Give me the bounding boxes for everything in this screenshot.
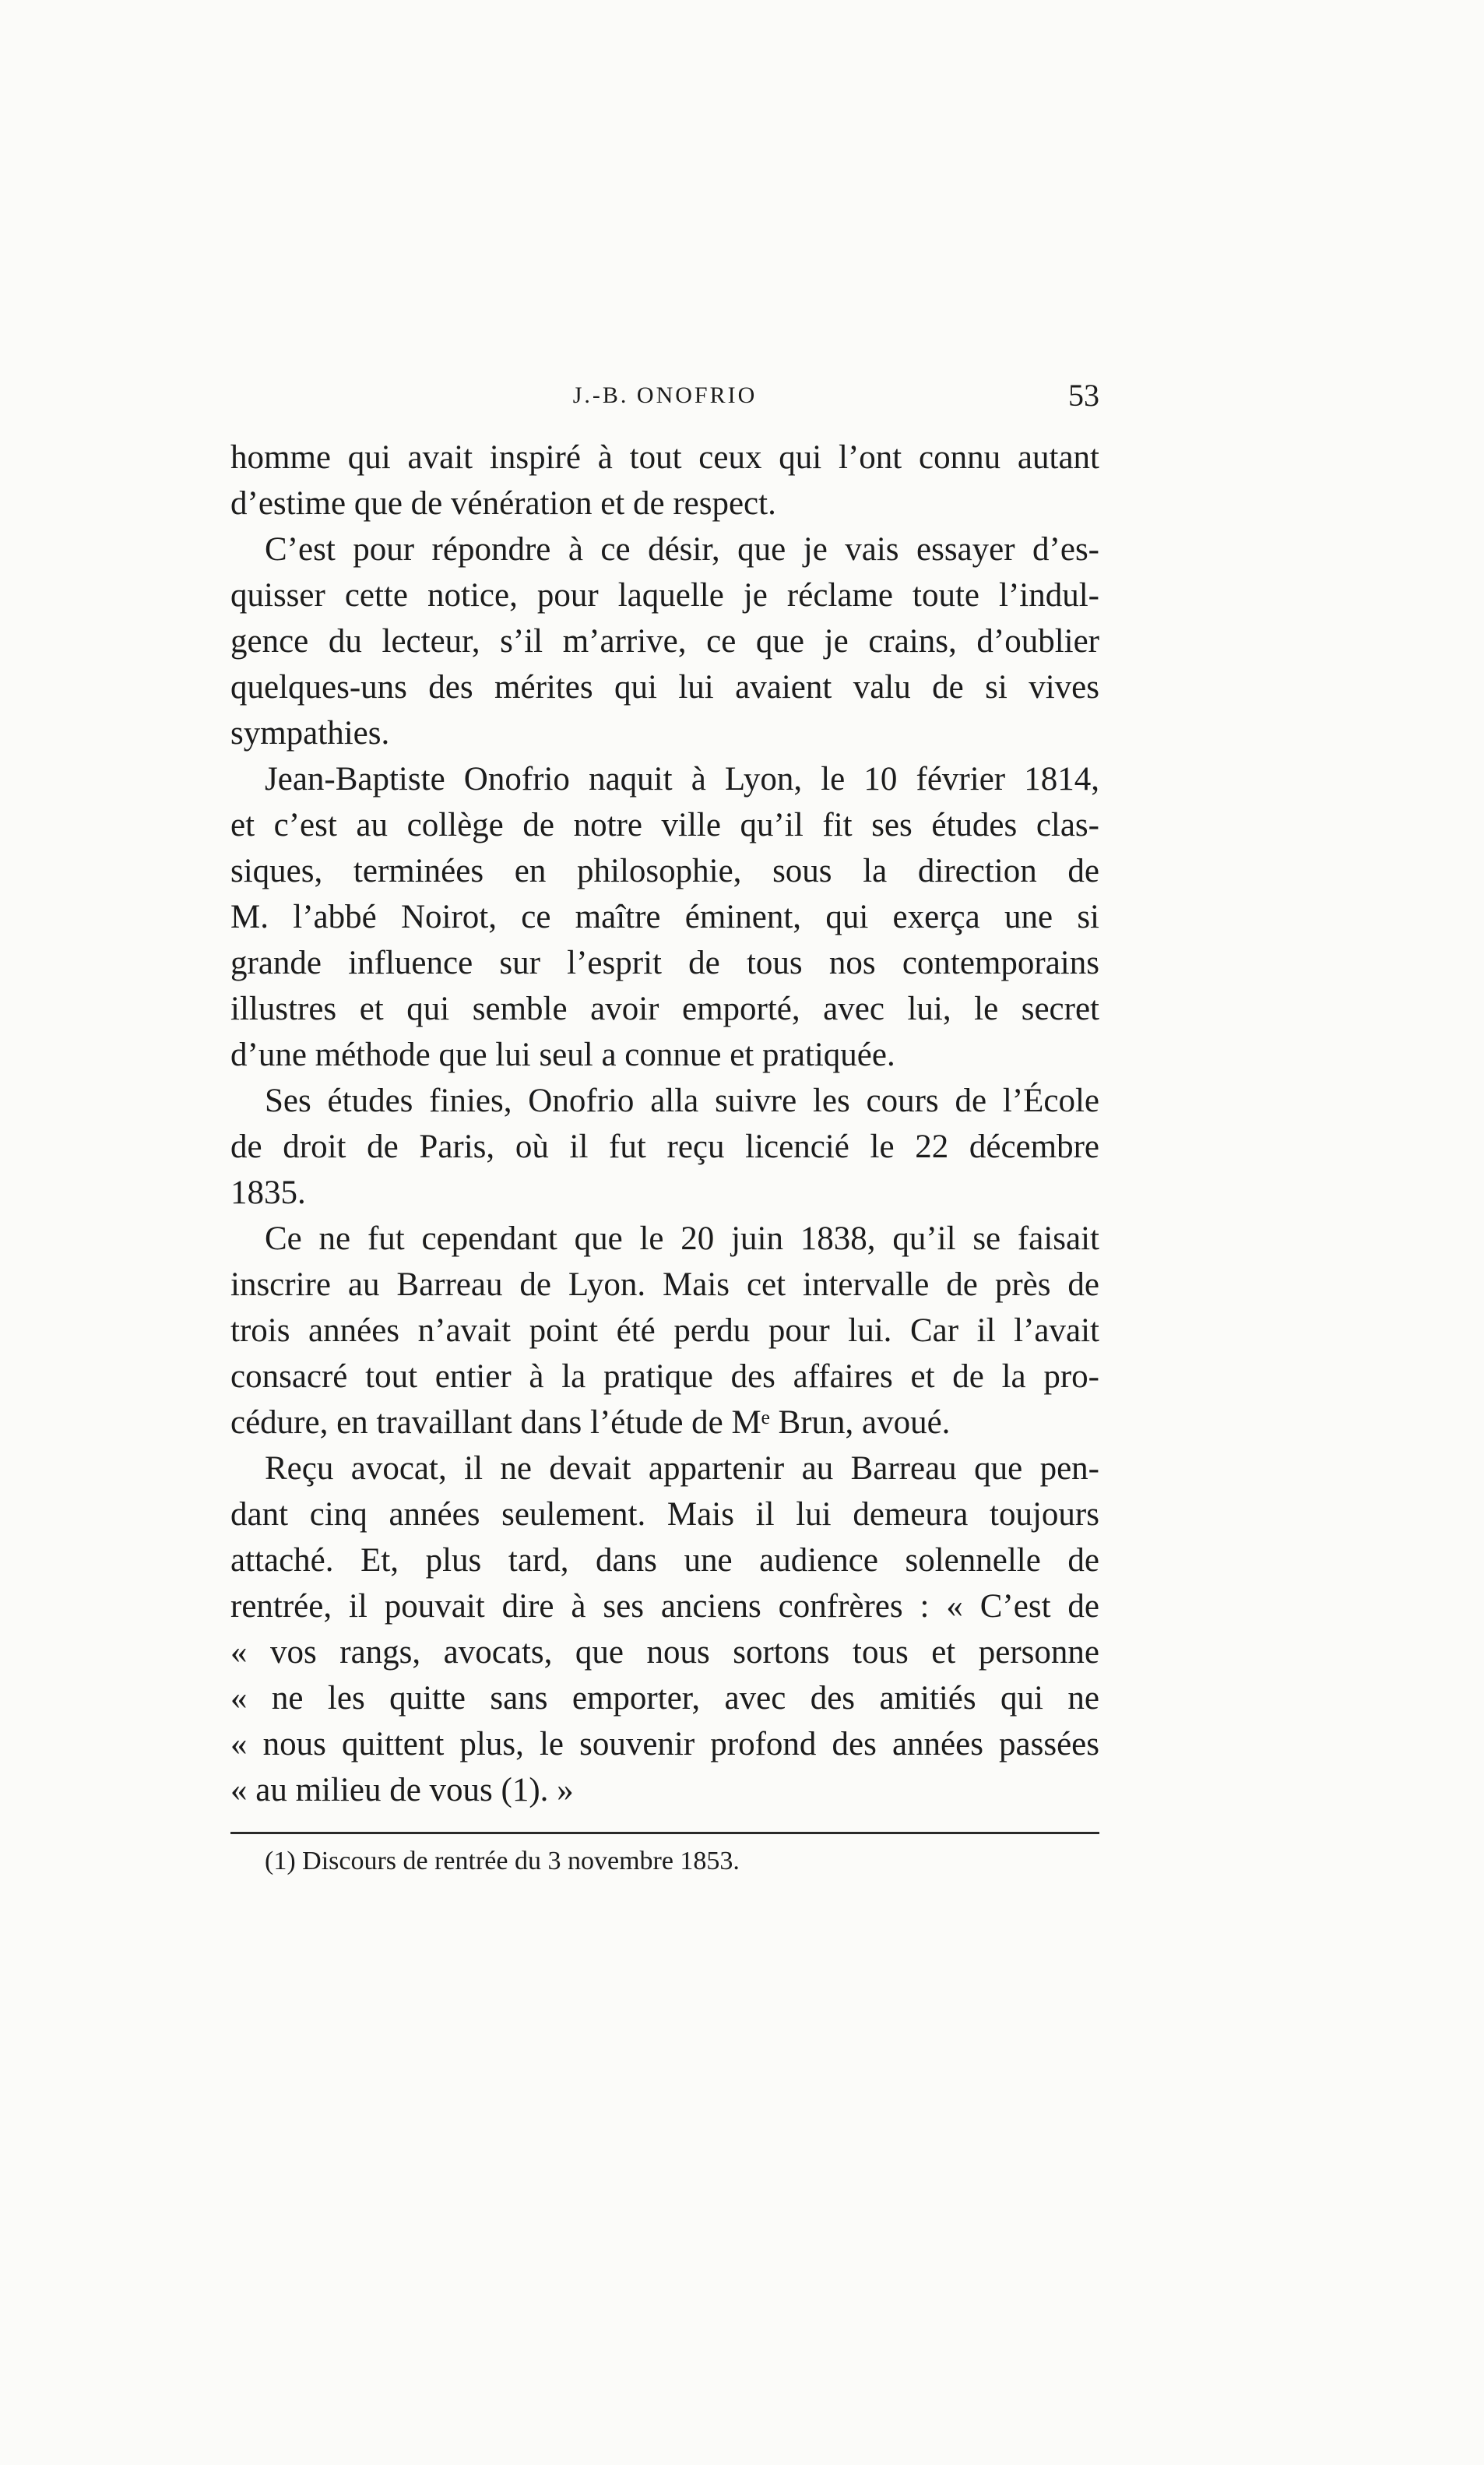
text-line: attaché. Et, plus tard, dans une audience solennelle de: [230, 1542, 1099, 1579]
text-line: d’estime que de vénération et de respect.: [230, 485, 776, 522]
text-line: Jean-Baptiste Onofrio naquit à Lyon, le 10 février 1814,: [265, 761, 1099, 798]
body-text: [230, 435, 1099, 1813]
text-line: dant cinq années seulement. Mais il lui demeura toujours: [230, 1496, 1099, 1533]
text-line: quisser cette notice, pour laquelle je réclame toute l’indul-: [230, 577, 1099, 614]
page-number: 53: [1068, 378, 1099, 413]
text-line: gence du lecteur, s’il m’arrive, ce que je crains, d’oublier: [230, 623, 1099, 660]
text-line: quelques-uns des mérites qui lui avaient valu de si vives: [230, 669, 1099, 706]
text-line: grande influence sur l’esprit de tous nos contemporains: [230, 945, 1099, 981]
text-line: siques, terminées en philosophie, sous la direction de: [230, 853, 1099, 889]
text-line: Ses études finies, Onofrio alla suivre les cours de l’École: [265, 1083, 1099, 1119]
text-line: de droit de Paris, où il fut reçu licencié le 22 décembre: [230, 1129, 1099, 1165]
text-line: et c’est au collège de notre ville qu’il fit ses études clas-: [230, 807, 1099, 843]
text-line: illustres et qui semble avoir emporté, avec lui, le secret: [230, 991, 1099, 1027]
text-line: « ne les quitte sans emporter, avec des amitiés qui ne: [230, 1680, 1099, 1717]
text-line: « nous quittent plus, le souvenir profond des années passées: [230, 1726, 1099, 1762]
text-line: « vos rangs, avocats, que nous sortons tous et personne: [230, 1634, 1099, 1671]
text-line: homme qui avait inspiré à tout ceux qui l’ont connu autant: [230, 439, 1099, 476]
running-title: J.-B. ONOFRIO: [572, 382, 758, 408]
text-line: Ce ne fut cependant que le 20 juin 1838, qu’il se faisait: [265, 1220, 1099, 1257]
text-line: consacré tout entier à la pratique des affaires et de la pro-: [230, 1358, 1099, 1395]
text-line: « au milieu de vous (1). »: [230, 1772, 574, 1808]
text-line: 1835.: [230, 1174, 306, 1211]
page-header: [230, 372, 1099, 419]
footnote-divider: [230, 1832, 1099, 1834]
text-line: d’une méthode que lui seul a connue et pratiquée.: [230, 1037, 895, 1073]
text-line: sympathies.: [230, 715, 390, 752]
footnote: (1) Discours de rentrée du 3 novembre 1853.: [265, 1847, 740, 1875]
text-line: trois années n’avait point été perdu pour lui. Car il l’avait: [230, 1312, 1099, 1349]
text-line: C’est pour répondre à ce désir, que je vais essayer d’es-: [265, 531, 1099, 568]
text-line: rentrée, il pouvait dire à ses anciens confrères : « C’est de: [230, 1588, 1099, 1625]
text-line: cédure, en travaillant dans l’étude de Mᵉ Brun, avoué.: [230, 1404, 951, 1441]
text-line: Reçu avocat, il ne devait appartenir au Barreau que pen-: [265, 1450, 1099, 1487]
text-line: M. l’abbé Noirot, ce maître éminent, qui exerça une si: [230, 899, 1099, 935]
text-line: inscrire au Barreau de Lyon. Mais cet intervalle de près de: [230, 1266, 1099, 1303]
